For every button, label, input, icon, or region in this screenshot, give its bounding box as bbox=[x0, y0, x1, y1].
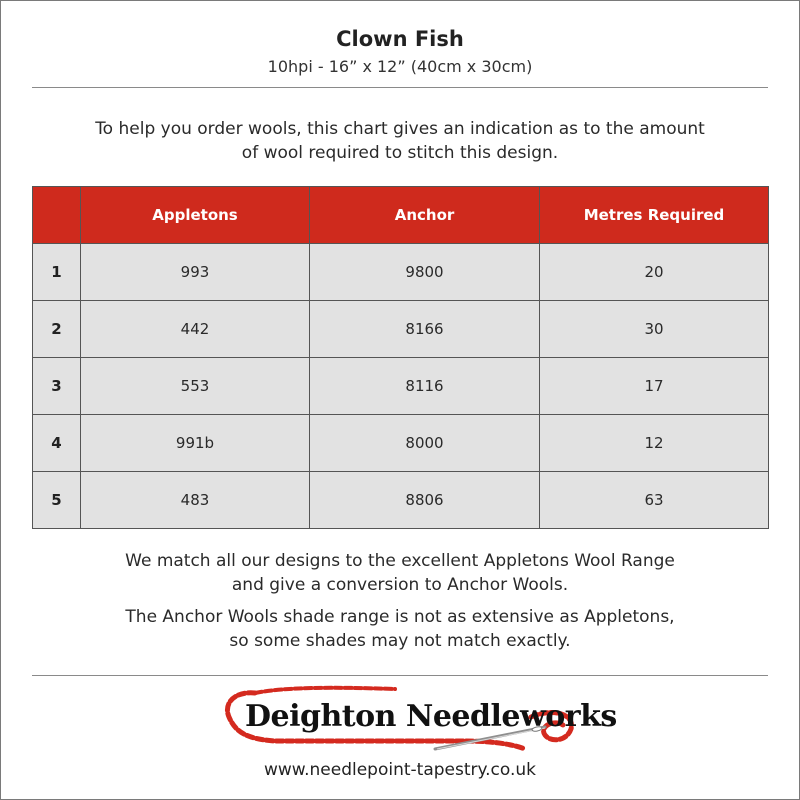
row-number: 3 bbox=[33, 358, 81, 415]
appletons-cell: 991b bbox=[81, 415, 310, 472]
anchor-cell: 9800 bbox=[310, 244, 540, 301]
divider-bottom bbox=[32, 675, 768, 676]
anchor-cell: 8806 bbox=[310, 472, 540, 529]
brand-logo bbox=[215, 683, 617, 763]
table-row bbox=[33, 244, 769, 301]
header-appletons: Appletons bbox=[81, 187, 310, 244]
anchor-note-line-2: so some shades may not match exactly. bbox=[229, 631, 571, 651]
anchor-cell: 8000 bbox=[310, 415, 540, 472]
row-number: 4 bbox=[33, 415, 81, 472]
appletons-note-line-1: We match all our designs to the excellent Appletons Wool Range bbox=[125, 551, 675, 571]
table-header-row bbox=[33, 187, 769, 244]
appletons-cell: 442 bbox=[81, 301, 310, 358]
row-number: 1 bbox=[33, 244, 81, 301]
wool-table bbox=[32, 186, 769, 529]
metres-cell: 63 bbox=[540, 472, 769, 529]
page-title: Clown Fish bbox=[336, 27, 464, 51]
metres-cell: 30 bbox=[540, 301, 769, 358]
table-row bbox=[33, 301, 769, 358]
appletons-cell: 993 bbox=[81, 244, 310, 301]
divider-top bbox=[32, 87, 768, 88]
appletons-cell: 553 bbox=[81, 358, 310, 415]
metres-cell: 20 bbox=[540, 244, 769, 301]
anchor-note bbox=[60, 605, 740, 653]
anchor-note-line-1: The Anchor Wools shade range is not as extensive as Appletons, bbox=[125, 607, 675, 627]
metres-cell: 17 bbox=[540, 358, 769, 415]
header-anchor: Anchor bbox=[310, 187, 540, 244]
table-row bbox=[33, 358, 769, 415]
anchor-cell: 8166 bbox=[310, 301, 540, 358]
appletons-note-line-2: and give a conversion to Anchor Wools. bbox=[231, 575, 569, 595]
anchor-cell: 8116 bbox=[310, 358, 540, 415]
appletons-note bbox=[60, 549, 740, 597]
row-number: 2 bbox=[33, 301, 81, 358]
website-url[interactable]: www.needlepoint-tapestry.co.uk bbox=[263, 760, 537, 780]
intro-line-1: To help you order wools, this chart gives an indication as to the amount bbox=[95, 119, 705, 139]
intro-text bbox=[60, 117, 740, 165]
page-subtitle: 10hpi - 16” x 12” (40cm x 30cm) bbox=[267, 57, 533, 76]
header-number bbox=[33, 187, 81, 244]
appletons-cell: 483 bbox=[81, 472, 310, 529]
header-metres-required: Metres Required bbox=[540, 187, 769, 244]
logo-wordmark: Deighton Needleworks bbox=[245, 699, 617, 734]
table-row bbox=[33, 472, 769, 529]
row-number: 5 bbox=[33, 472, 81, 529]
table-row bbox=[33, 415, 769, 472]
metres-cell: 12 bbox=[540, 415, 769, 472]
intro-line-2: of wool required to stitch this design. bbox=[241, 143, 559, 163]
